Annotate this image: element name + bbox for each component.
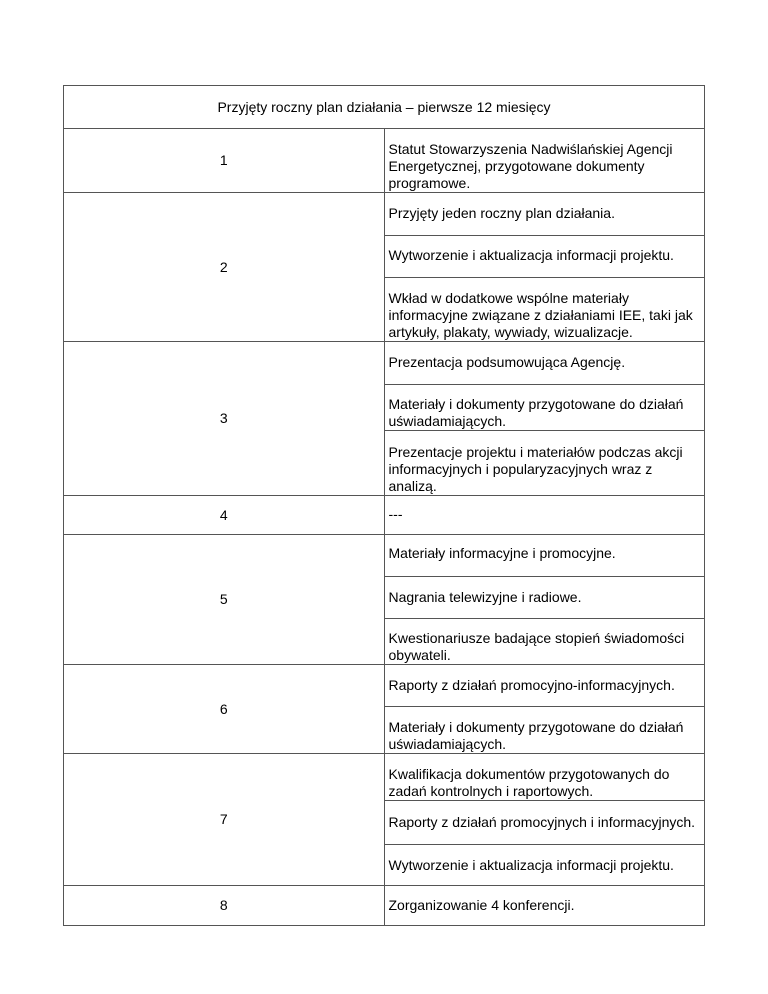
plan-item: Wytworzenie i aktualizacja informacji projektu. <box>384 236 705 278</box>
plan-item: Wytworzenie i aktualizacja informacji projektu. <box>384 845 705 886</box>
table-row <box>64 535 705 577</box>
table-row <box>64 129 705 193</box>
plan-item: --- <box>384 496 705 535</box>
plan-item: Przyjęty jeden roczny plan działania. <box>384 193 705 236</box>
action-plan-table <box>63 85 705 926</box>
table-title: Przyjęty roczny plan działania – pierwsze 12 miesięcy <box>64 86 705 129</box>
plan-item: Raporty z działań promocyjnych i informacyjnych. <box>384 801 705 845</box>
plan-item: Wkład w dodatkowe wspólne materiały informacyjne związane z działaniami IEE, taki jak artykuły, plakaty, wywiady, wizualizacje. <box>384 278 705 342</box>
table-row <box>64 754 705 801</box>
row-number: 6 <box>64 665 385 754</box>
row-number: 7 <box>64 754 385 886</box>
table-row <box>64 665 705 707</box>
title-row <box>64 86 705 129</box>
table-row <box>64 886 705 926</box>
plan-item: Kwalifikacja dokumentów przygotowanych do zadań kontrolnych i raportowych. <box>384 754 705 801</box>
row-number: 5 <box>64 535 385 665</box>
plan-item: Materiały i dokumenty przygotowane do działań uświadamiających. <box>384 385 705 431</box>
row-number: 8 <box>64 886 385 926</box>
plan-item: Zorganizowanie 4 konferencji. <box>384 886 705 926</box>
table-row <box>64 342 705 385</box>
row-number: 2 <box>64 193 385 342</box>
row-number: 3 <box>64 342 385 496</box>
plan-item: Materiały i dokumenty przygotowane do działań uświadamiających. <box>384 707 705 754</box>
plan-item: Prezentacje projektu i materiałów podczas akcji informacyjnych i popularyzacyjnych wraz z analizą. <box>384 431 705 496</box>
table-body <box>64 86 705 926</box>
table-row <box>64 496 705 535</box>
plan-item: Statut Stowarzyszenia Nadwiślańskiej Agencji Energetycznej, przygotowane dokumenty programowe. <box>384 129 705 193</box>
plan-item: Raporty z działań promocyjno-informacyjnych. <box>384 665 705 707</box>
plan-item: Prezentacja podsumowująca Agencję. <box>384 342 705 385</box>
table-row <box>64 193 705 236</box>
plan-item: Kwestionariusze badające stopień świadomości obywateli. <box>384 619 705 665</box>
plan-item: Materiały informacyjne i promocyjne. <box>384 535 705 577</box>
plan-item: Nagrania telewizyjne i radiowe. <box>384 577 705 619</box>
row-number: 4 <box>64 496 385 535</box>
row-number: 1 <box>64 129 385 193</box>
